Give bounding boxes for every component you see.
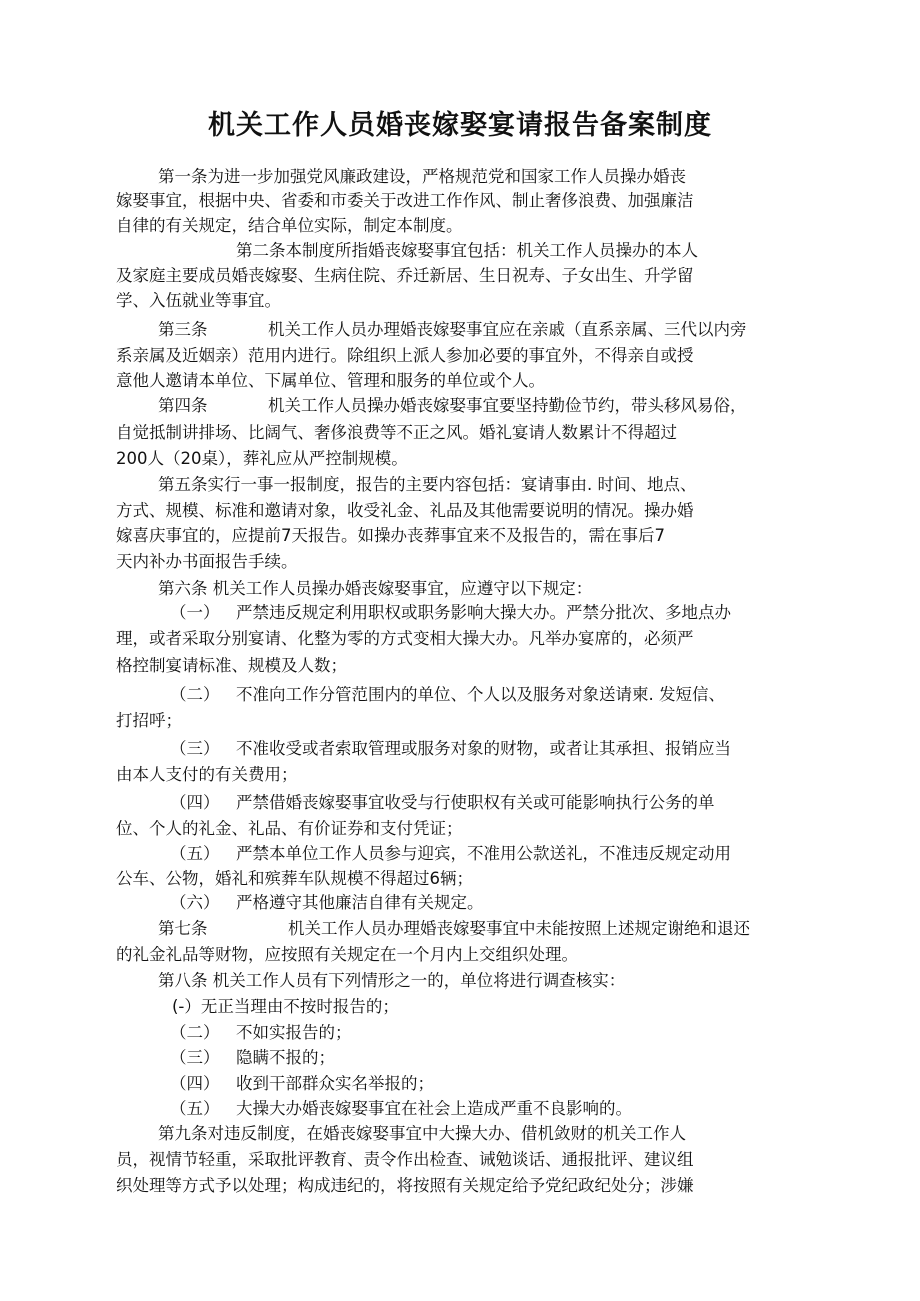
item-label: （六） [170, 893, 220, 912]
text-line: 学、入伍就业等事宜。 [116, 291, 281, 310]
text-line: 第二条本制度所指婚丧嫁娶事宜包括：机关工作人员操办的本人 [236, 241, 698, 260]
text-line: 严禁本单位工作人员参与迎宾，不准用公款送礼，不准违反规定动用 [236, 844, 731, 863]
text-line: 及家庭主要成员婚丧嫁娶、生病住院、乔迁新居、生日祝寿、子女出生、升学留 [116, 266, 694, 285]
text-line: 收到干部群众实名举报的； [236, 1074, 434, 1093]
text-line: 自律的有关规定，结合单位实际，制定本制度。 [116, 216, 463, 235]
item-label: （三） [170, 739, 220, 758]
text-line: 员，视情节轻重，采取批评教育、责令作出检查、诫勉谈话、通报批评、建议组 [116, 1150, 694, 1169]
text-line: 位、个人的礼金、礼品、有价证券和支付凭证； [116, 819, 463, 838]
text-line: 不准收受或者索取管理或服务对象的财物，或者让其承担、报销应当 [236, 739, 731, 758]
text-line: 严禁违反规定利用职权或职务影响大操大办。严禁分批次、多地点办 [236, 603, 731, 622]
text-line: 第九条对违反制度，在婚丧嫁娶事宜中大操大办、借机敛财的机关工作人 [158, 1124, 686, 1143]
item-label: （四） [170, 793, 220, 812]
text-line: 第五条实行一事一报制度，报告的主要内容包括：宴请事由. 时间、地点、 [158, 475, 697, 494]
text-line: 第八条 机关工作人员有下列情形之一的，单位将进行调查核实： [158, 971, 626, 990]
text-line: 不如实报告的； [236, 1023, 352, 1042]
text-line: 理，或者采取分别宴请、化整为零的方式变相大操大办。凡举办宴席的，必须严 [116, 629, 694, 648]
text-line: 格控制宴请标准、规模及人数； [116, 656, 347, 675]
text-line: 的礼金礼品等财物，应按照有关规定在一个月内上交组织处理。 [116, 945, 578, 964]
text-line: 由本人支付的有关费用； [116, 765, 298, 784]
text-line: 大操大办婚丧嫁娶事宜在社会上造成严重不良影响的。 [236, 1099, 632, 1118]
text-line: 方式、规模、标准和邀请对象，收受礼金、礼品及其他需要说明的情况。操办婚 [116, 501, 694, 520]
text-line: 嫁娶事宜，根据中央、省委和市委关于改进工作作风、制止奢侈浪费、加强廉洁 [116, 191, 694, 210]
item-label: （一） [170, 603, 220, 622]
text-line: (-）无正当理由不按时报告的； [172, 997, 399, 1016]
text-line: 嫁喜庆事宜的，应提前7天报告。如操办丧葬事宜来不及报告的，需在事后7 [116, 526, 665, 545]
item-label: （五） [170, 844, 220, 863]
text-line: 机关工作人员办理婚丧嫁娶事宜中未能按照上述规定谢绝和退还 [288, 919, 750, 938]
text-line: 第一条为进一步加强党风廉政建设，严格规范党和国家工作人员操办婚丧 [158, 167, 686, 186]
text-line: 天内补办书面报告手续。 [116, 552, 298, 571]
text-line: 不准向工作分管范围内的单位、个人以及服务对象送请柬. 发短信、 [236, 685, 725, 704]
text-line: 机关工作人员操办婚丧嫁娶事宜要坚持勤俭节约，带头移风易俗， [268, 396, 747, 415]
item-label: （四） [170, 1074, 220, 1093]
text-line: 严禁借婚丧嫁娶事宜收受与行使职权有关或可能影响执行公务的单 [236, 793, 715, 812]
article-label: 第四条 [158, 396, 208, 415]
item-label: （二） [170, 1023, 220, 1042]
item-label: （二） [170, 685, 220, 704]
text-line: 织处理等方式予以处理；构成违纪的，将按照有关规定给予党纪政纪处分；涉嫌 [116, 1176, 694, 1195]
text-line: 200人（20桌），葬礼应从严控制规模。 [116, 449, 408, 468]
text-line: 打招呼； [116, 711, 182, 730]
item-label: （五） [170, 1099, 220, 1118]
text-line: 严格遵守其他廉洁自律有关规定。 [236, 893, 484, 912]
text-line: 第六条 机关工作人员操办婚丧嫁娶事宜，应遵守以下规定： [158, 579, 593, 598]
text-line: 意他人邀请本单位、下属单位、管理和服务的单位或个人。 [116, 371, 545, 390]
item-label: （三） [170, 1048, 220, 1067]
article-label: 第七条 [158, 919, 208, 938]
article-label: 第三条 [158, 320, 208, 339]
text-line: 系亲属及近姻亲）范用内进行。除组织上派人参加必要的事宜外，不得亲自或授 [116, 346, 694, 365]
text-line: 机关工作人员办理婚丧嫁娶事宜应在亲戚（直系亲属、三代以内旁 [268, 320, 747, 339]
document-title: 机关工作人员婚丧嫁娶宴请报告备案制度 [208, 110, 712, 141]
text-line: 隐瞒不报的； [236, 1048, 335, 1067]
text-line: 自觉抵制讲排场、比阔气、奢侈浪费等不正之风。婚礼宴请人数累计不得超过 [116, 423, 677, 442]
text-line: 公车、公物，婚礼和殡葬车队规模不得超过6辆； [116, 869, 473, 888]
